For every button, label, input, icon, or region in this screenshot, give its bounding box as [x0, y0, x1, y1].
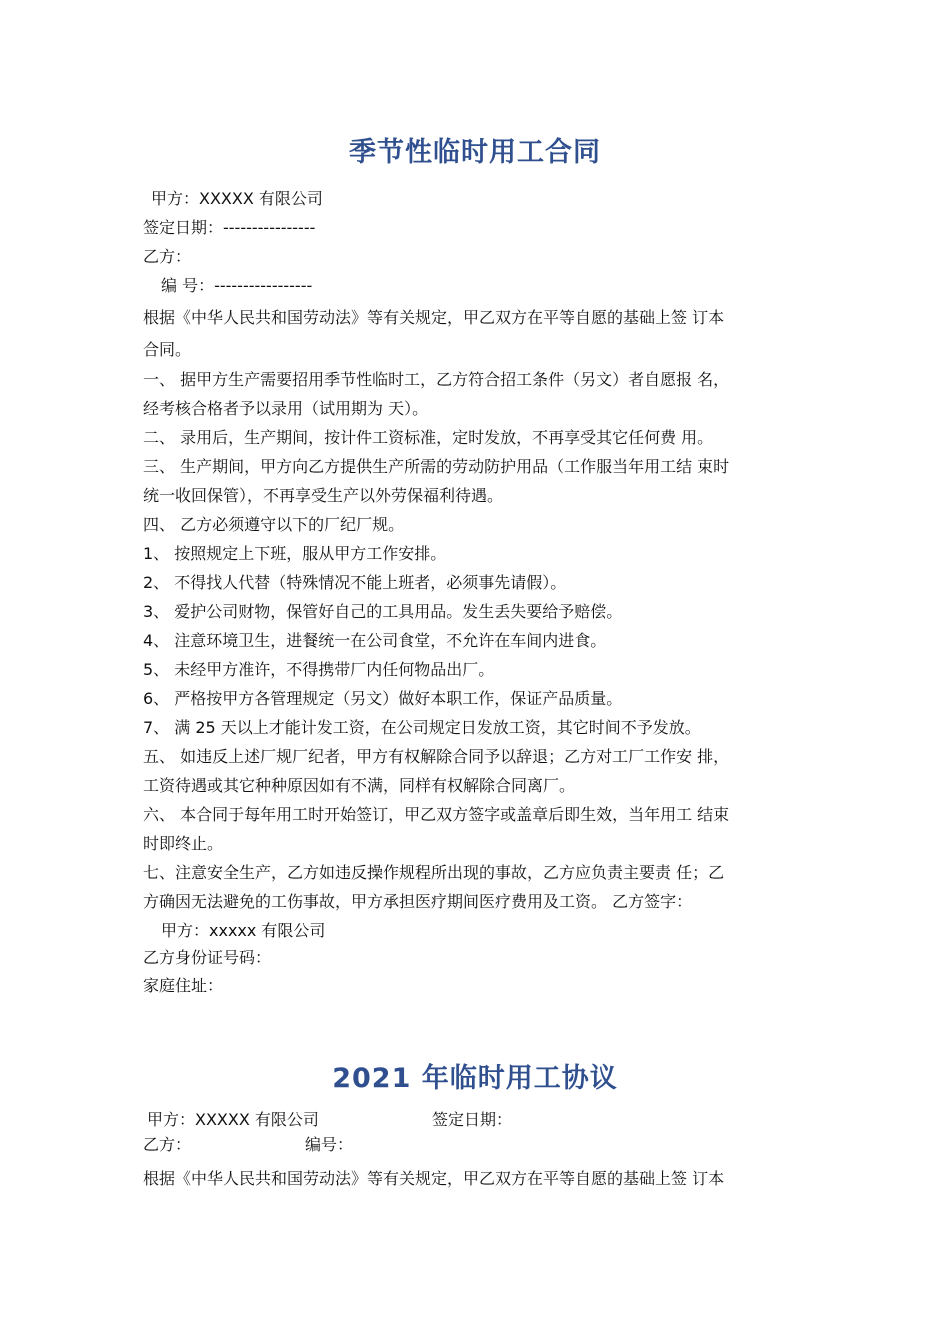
rule-item: 5、 未经甲方准许，不得携带厂内任何物品出厂。 — [143, 660, 495, 679]
clause-5-line: 五、 如违反上述厂规厂纪者，甲方有权解除合同予以辞退；乙方对工厂工作安 排， — [143, 747, 730, 766]
agreement-number: 编号： — [305, 1135, 354, 1154]
clause-6-line: 六、 本合同于每年用工时开始签订，甲乙双方签字或盖章后即生效，当年用工 结束 — [143, 805, 730, 824]
clause-1-line: 一、 据甲方生产需要招用季节性临时工，乙方符合招工条件（另文）者自愿报 名， — [143, 370, 730, 389]
agreement-party-b: 乙方： — [143, 1135, 192, 1154]
rule-item: 2、 不得找人代替（特殊情况不能上班者，必须事先请假）。 — [143, 573, 567, 592]
rule-item: 1、 按照规定上下班，服从甲方工作安排。 — [143, 544, 447, 563]
address-line: 家庭住址： — [143, 976, 224, 995]
contract-title: 季节性临时用工合同 — [349, 137, 601, 168]
agreement-preamble: 根据《中华人民共和国劳动法》等有关规定，甲乙双方在平等自愿的基础上签 订本 — [143, 1169, 725, 1188]
agreement-party-a: 甲方：XXXXX 有限公司 — [147, 1110, 319, 1129]
clause-6-line: 时即终止。 — [143, 834, 224, 853]
agreement-sign-date: 签定日期： — [432, 1110, 513, 1129]
number-line: 编 号：----------------- — [161, 276, 313, 295]
sign-party-a-line: 甲方：xxxxx 有限公司 — [161, 921, 326, 940]
clause-3-line: 三、 生产期间，甲方向乙方提供生产所需的劳动防护用品（工作服当年用工结 束时 — [143, 457, 730, 476]
rule-item: 4、 注意环境卫生，进餐统一在公司食堂，不允许在车间内进食。 — [143, 631, 607, 650]
clause-7-line: 方确因无法避免的工伤事故，甲方承担医疗期间医疗费用及工资。 乙方签字： — [143, 892, 693, 911]
agreement-title: 2021 年临时用工协议 — [332, 1063, 618, 1094]
clause-7-line: 七、注意安全生产，乙方如违反操作规程所出现的事故，乙方应负责主要责 任；乙 — [143, 863, 725, 882]
rule-item: 3、 爱护公司财物，保管好自己的工具用品。发生丢失要给予赔偿。 — [143, 602, 623, 621]
party-a-line: 甲方：XXXXX 有限公司 — [151, 189, 323, 208]
party-b-line: 乙方： — [143, 247, 192, 266]
clause-5-line: 工资待遇或其它种种原因如有不满，同样有权解除合同离厂。 — [143, 776, 576, 795]
clause-1-line: 经考核合格者予以录用（试用期为 天）。 — [143, 399, 429, 418]
clause-2-line: 二、 录用后，生产期间，按计件工资标准，定时发放，不再享受其它任何费 用。 — [143, 428, 714, 447]
rule-item: 7、 满 25 天以上才能计发工资，在公司规定日发放工资，其它时间不予发放。 — [143, 718, 701, 737]
clause-4-line: 四、 乙方必须遵守以下的厂纪厂规。 — [143, 515, 405, 534]
sign-date-line: 签定日期：---------------- — [143, 218, 316, 237]
preamble-line: 根据《中华人民共和国劳动法》等有关规定，甲乙双方在平等自愿的基础上签 订本 — [143, 308, 725, 327]
id-number-line: 乙方身份证号码： — [143, 948, 272, 967]
clause-3-line: 统一收回保管），不再享受生产以外劳保福利待遇。 — [143, 486, 504, 505]
rule-item: 6、 严格按甲方各管理规定（另文）做好本职工作，保证产品质量。 — [143, 689, 623, 708]
preamble-line: 合同。 — [143, 340, 192, 359]
